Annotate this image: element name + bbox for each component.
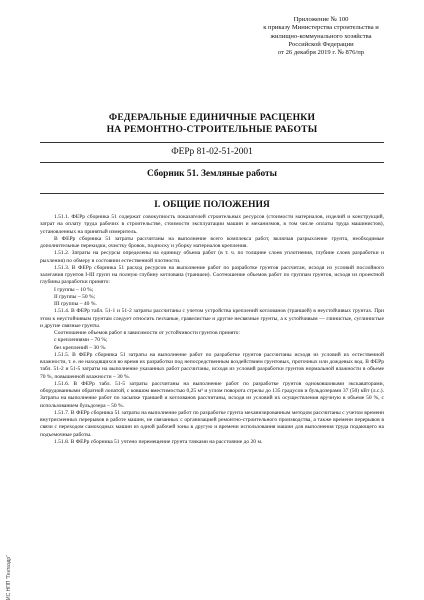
body-text (40, 214, 384, 446)
paragraph: В ФЕРр сборника 51 затраты рассчитаны на выполнение всего комплекса работ, включая разрыхление грунта, необходимые дополнительные перекидки, очистку бровок, подноску и уборку материалов крепления. (40, 235, 384, 249)
section-heading: I. ОБЩИЕ ПОЛОЖЕНИЯ (154, 199, 270, 210)
annex-line: жилищно-коммунального хозяйства (270, 32, 372, 40)
list-item: II группы – 50 %; (54, 293, 96, 300)
paragraph: 1.51.3. В ФЕРр сборника 51 расход ресурсов на выполнение работ по разработке грунтов рассчитан, исходя из условий послойного залегания грунтов I-III групп на полную глубину котлована (траншеи). Соотношение объемов работ по группам грунтов, исходя из проектной глубины разработки принято: (40, 264, 384, 286)
paragraph: 1.51.6. В ФЕРр табл. 51-5 затраты рассчитаны на выполнение работ по разработке грунтов одноковшовыми экскаваторами, оборудованными обратной лопатой, с ковшом вместимостью 0,25 м³ и углом поворота стрелы до 135 градусов и бульдозерами 37 (50) кВт (л.с.). Затраты на выполнение работ по засыпке траншей и котлованов рассчитаны, исходя из условий их осуществления вручную в объеме 50 %, с использованием бульдозера – 50 %. (40, 380, 384, 409)
collection-title: Сборник 51. Земляные работы (147, 169, 277, 179)
paragraph: 1.51.4. В ФЕРр табл. 51-1 и 51-2 затраты рассчитаны с учетом устройства креплений котлованов (траншей) в неустойчивых грунтах. При этом к неустойчивым грунтам следует относить песчаные, гравелистые и другие несвязные грунты, а к устойчивым — глинистые, суглинистые и другие связные грунты. (40, 308, 384, 329)
annex-line: Российской Федерации (288, 40, 354, 48)
divider (40, 193, 384, 194)
document-code: ФЕРр 81-02-51-2001 (171, 147, 253, 157)
list-item: без креплений – 30 %. (54, 344, 107, 351)
annex-line: от 26 декабря 2019 г. № 876/пр (277, 49, 365, 57)
divider (40, 162, 384, 163)
paragraph: 1.51.1. ФЕРр сборника 51 содержат совокупность показателей строительных ресурсов (стоимости материалов, изделий и конструкций, затрат на оплату труда рабочих в строительстве, стоимости эксплуатации машин и механизмов, в том числе оплаты труда машинистов), установленных на принятый измеритель. (40, 214, 384, 235)
list-item: с креплениями – 70 %; (54, 337, 108, 344)
divider (40, 142, 384, 143)
paragraph: 1.51.5. В ФЕРр сборника 51 затраты на выполнение работ по разработке грунтов рассчитаны исходя из условий их естественной влажности, т. е. не находящихся во время их разработки под непосредственным воздействием грунтовых, проточных или дождевых вод. В ФЕРр табл. 51-2 и 51-5 затраты на выполнение указанных работ рассчитаны, исходя из условий разработки грунтов нормальной влажности в объеме 70 %, повышенной влажности – 30 %. (40, 351, 384, 380)
document-title (0, 112, 424, 136)
paragraph: 1.51.8. В ФЕРр сборника 51 учтено перемещение грунта тачками на расстояние до 20 м. (54, 438, 263, 445)
annex-block (236, 16, 406, 57)
list-item: III группы – 40 %. (54, 301, 97, 307)
paragraph: 1.51.7. В ФЕРр сборника 51 затраты на выполнение работ по разработке грунта механизированным методом рассчитаны с учетом времени внутрисменных перерывов в работе машин, не связанных с организацией ремонтно-строительного производства, а также времени перерывов в связи с переходом самоходных машин из одной рабочей зоны в другую и времени использования машин для выполнения труда подающего на подъемочные работы. (40, 409, 384, 438)
side-stamp: ИС НПП "Гектаэдр" (6, 555, 12, 600)
title-line-2: НА РЕМОНТНО-СТРОИТЕЛЬНЫЕ РАБОТЫ (106, 124, 318, 135)
list-item: I группы – 10 %; (54, 286, 94, 293)
title-line-1: ФЕДЕРАЛЬНЫЕ ЕДИНИЧНЫЕ РАСЦЕНКИ (108, 112, 316, 123)
annex-line: к приказу Министерства строительства и (263, 24, 379, 32)
annex-line: Приложение № 100 (293, 16, 349, 23)
paragraph: Соотношение объемов работ в зависимости от устойчивости грунтов принято: (54, 330, 240, 336)
paragraph: 1.51.2. Затраты на ресурсы определены на единицу объема работ (в т. ч. по толщине слоев уплотнения, глубине слоев разработки и рыхления) по обмеру в состоянии естественной плотности. (40, 250, 384, 264)
